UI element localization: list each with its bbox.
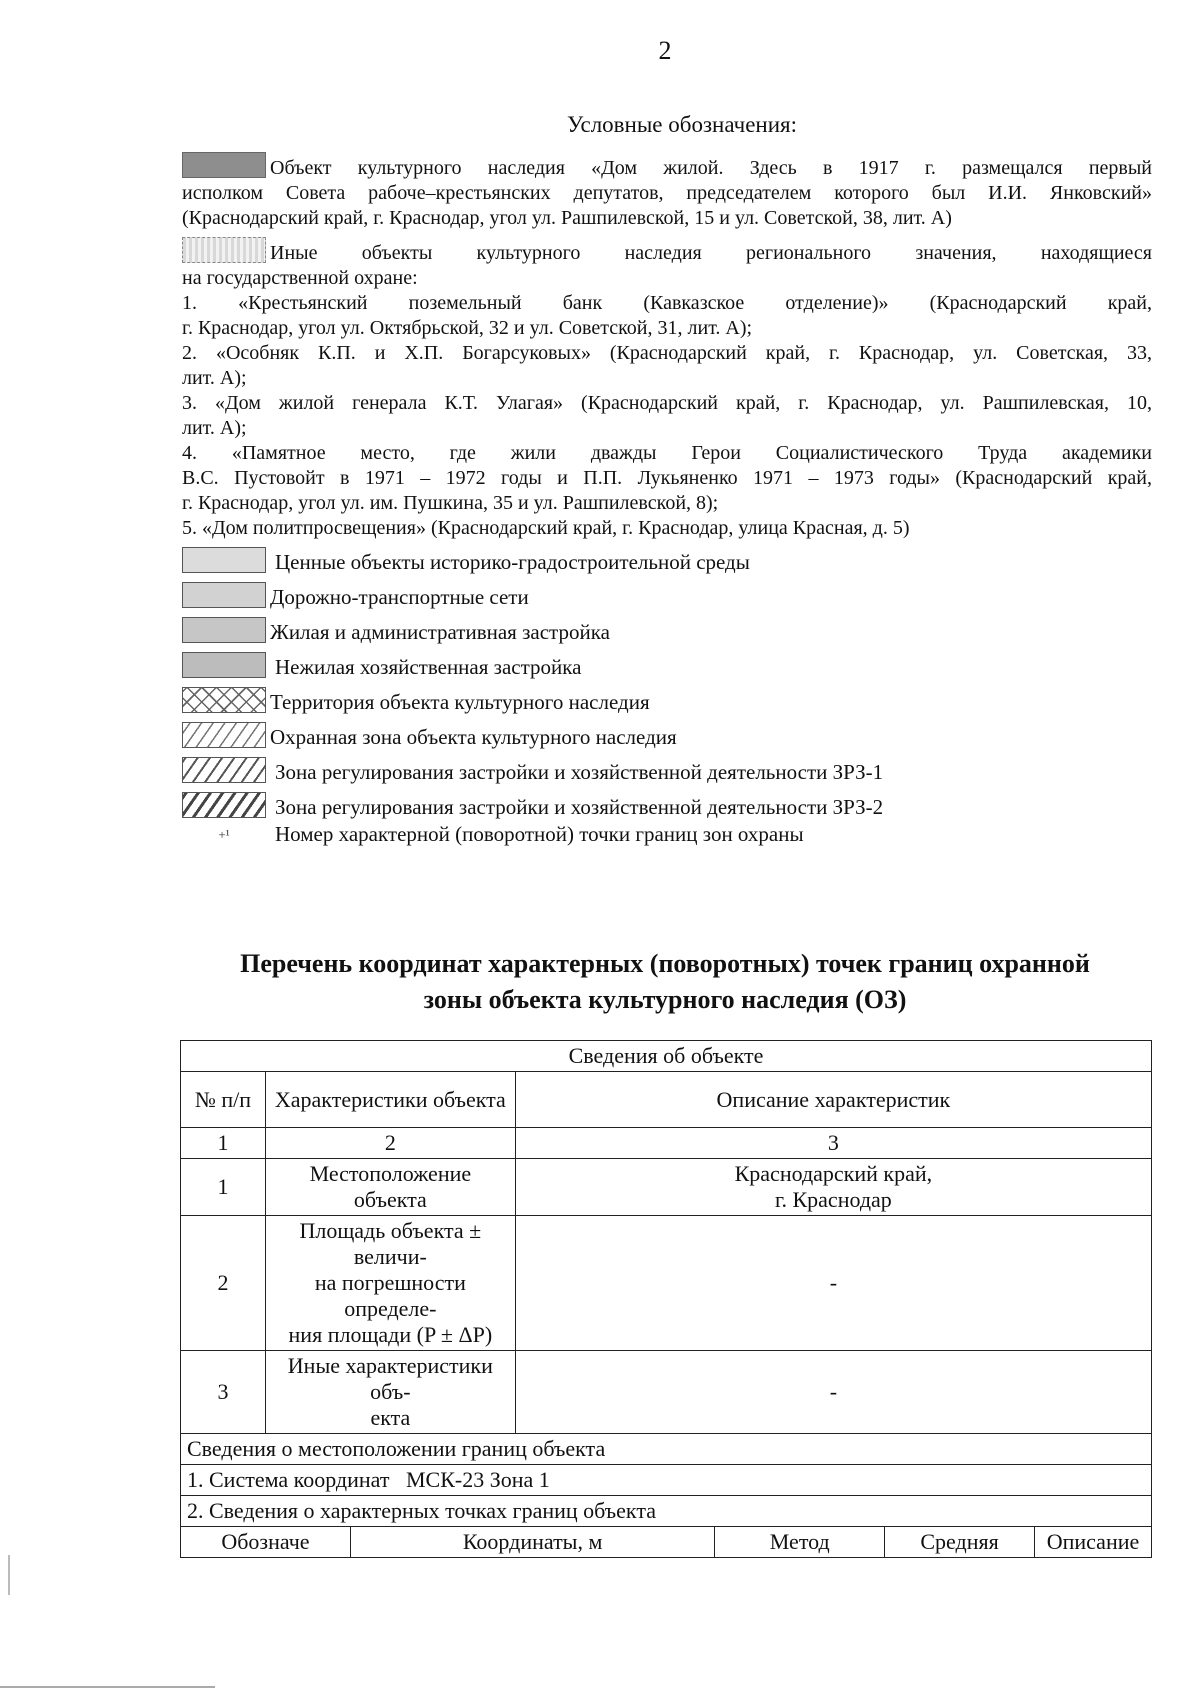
description-cell: - (515, 1216, 1151, 1351)
residential-buildings-swatch (182, 617, 266, 643)
table-row (181, 1434, 1152, 1465)
legend-heading: Условные обозначения: (566, 112, 798, 137)
legend-item-1-line1: 1. «Крестьянский поземельный банк (Кавказское отделение)» (Краснодарский край, (182, 292, 1152, 314)
turning-point-icon: +¹ (218, 827, 230, 842)
points-header: 2. Сведения о характерных точках границ объекта (181, 1496, 1152, 1527)
row-number: 2 (181, 1216, 266, 1351)
legend-row-living: Жилая и административная застройка (182, 617, 1152, 652)
legend-item-5-line1: 5. «Дом политпросвещения» (Краснодарский край, г. Краснодар, улица Красная, д. 5) (182, 517, 910, 539)
scan-artifact (8, 1555, 10, 1595)
legend-item-2-line1: 2. «Особняк К.П. и Х.П. Богарсуковых» (Краснодарский край, г. Краснодар, ул. Советская, 33, (182, 342, 1152, 364)
document-title-line2: зоны объекта культурного наследия (ОЗ) (423, 985, 907, 1014)
index-cell: 3 (515, 1128, 1151, 1159)
characteristic-cell: Иные характеристики объ- екта (265, 1351, 515, 1434)
column-header-characteristics: Характеристики объекта (265, 1072, 515, 1128)
description-cell: Краснодарский край, г. Краснодар (515, 1159, 1151, 1216)
column-header-number: № п/п (181, 1072, 266, 1128)
index-cell: 2 (265, 1128, 515, 1159)
table-row (181, 1496, 1152, 1527)
description-cell: - (515, 1351, 1151, 1434)
column-header-description-2: Описание (1034, 1527, 1151, 1558)
table-row (181, 1351, 1152, 1434)
legend-row-road: Дорожно-транспортные сети (182, 582, 1152, 617)
legend-heritage-line3: (Краснодарский край, г. Краснодар, угол ул. Рашпилевской, 15 и ул. Советской, 38, лит. А) (182, 207, 952, 229)
legend (182, 152, 1152, 852)
section-header: Сведения об объекте (181, 1041, 1152, 1072)
legend-row-territory: Территория объекта культурного наследия (182, 687, 1152, 722)
heritage-object-swatch (182, 152, 266, 178)
index-cell: 1 (181, 1128, 266, 1159)
protection-zone-swatch (182, 722, 266, 748)
row-number: 3 (181, 1351, 266, 1434)
legend-heritage-line2: исполком Совета рабоче–крестьянских депутатов, председателем которого был И.И. Янковский» (182, 182, 1152, 204)
document-title-line1: Перечень координат характерных (поворотных) точек границ охранной (240, 949, 1090, 978)
legend-row-point: +¹ Номер характерной (поворотной) точки границ зон охраны (182, 822, 1152, 852)
zrz2-swatch (182, 792, 266, 818)
zrz1-swatch (182, 757, 266, 783)
legend-row-zrz1: Зона регулирования застройки и хозяйственной деятельности ЗРЗ-1 (182, 757, 1152, 792)
column-header-average: Средняя (885, 1527, 1035, 1558)
legend-row-zrz2: Зона регулирования застройки и хозяйственной деятельности ЗРЗ-2 (182, 792, 1152, 822)
table-row (181, 1159, 1152, 1216)
table-row (181, 1465, 1152, 1496)
row-number: 1 (181, 1159, 266, 1216)
legend-item-4-line3: г. Краснодар, угол ул. им. Пушкина, 35 и ул. Рашпилевской, 8); (182, 492, 719, 514)
heritage-territory-swatch (182, 687, 266, 713)
legend-item-4-line2: В.С. Пустовойт в 1971 – 1972 годы и П.П. Лукьяненко 1971 – 1973 годы» (Краснодарский край, (182, 467, 1152, 489)
legend-item-3-line2: лит. А); (182, 417, 247, 439)
column-header-designation: Обозначе (181, 1527, 351, 1558)
legend-item-3-line1: 3. «Дом жилой генерала К.Т. Улагая» (Краснодарский край, г. Краснодар, ул. Рашпилевская, 10, (182, 392, 1152, 414)
object-info-table (180, 1040, 1152, 1558)
other-objects-swatch (182, 237, 266, 263)
legend-row-valuable: Ценные объекты историко-градостроительной среды (182, 547, 1152, 582)
legend-other-line2: на государственной охране: (182, 267, 418, 289)
coordinate-system: 1. Система координат МСК-23 Зона 1 (181, 1465, 1152, 1496)
table-row (181, 1527, 1152, 1558)
page-number: 2 (658, 36, 672, 65)
legend-item-2-line2: лит. А); (182, 367, 247, 389)
road-network-swatch (182, 582, 266, 608)
legend-heritage-line1: Объект культурного наследия «Дом жилой. Здесь в 1917 г. размещался первый (182, 152, 1152, 181)
table-row (181, 1128, 1152, 1159)
table-row (181, 1041, 1152, 1072)
characteristic-cell: Площадь объекта ± величи- на погрешности определе- ния площади (P ± ΔP) (265, 1216, 515, 1351)
document-title (160, 946, 1170, 1018)
legend-item-4-line1: 4. «Памятное место, где жили дважды Герои Социалистического Труда академики (182, 442, 1152, 464)
legend-other-line1: Иные объекты культурного наследия регионального значения, находящиеся (182, 237, 1152, 266)
non-residential-buildings-swatch (182, 652, 266, 678)
column-header-description: Описание характеристик (515, 1072, 1151, 1128)
table-row (181, 1216, 1152, 1351)
column-header-coordinates: Координаты, м (350, 1527, 714, 1558)
legend-item-1-line2: г. Краснодар, угол ул. Октябрьской, 32 и ул. Советской, 31, лит. А); (182, 317, 753, 339)
characteristic-cell: Местоположение объекта (265, 1159, 515, 1216)
location-header: Сведения о местоположении границ объекта (181, 1434, 1152, 1465)
valuable-objects-swatch (182, 547, 266, 573)
table-row (181, 1072, 1152, 1128)
legend-row-nonliving: Нежилая хозяйственная застройка (182, 652, 1152, 687)
column-header-method: Метод (715, 1527, 885, 1558)
scan-artifact (0, 1686, 215, 1688)
legend-row-protection-zone: Охранная зона объекта культурного наследия (182, 722, 1152, 757)
